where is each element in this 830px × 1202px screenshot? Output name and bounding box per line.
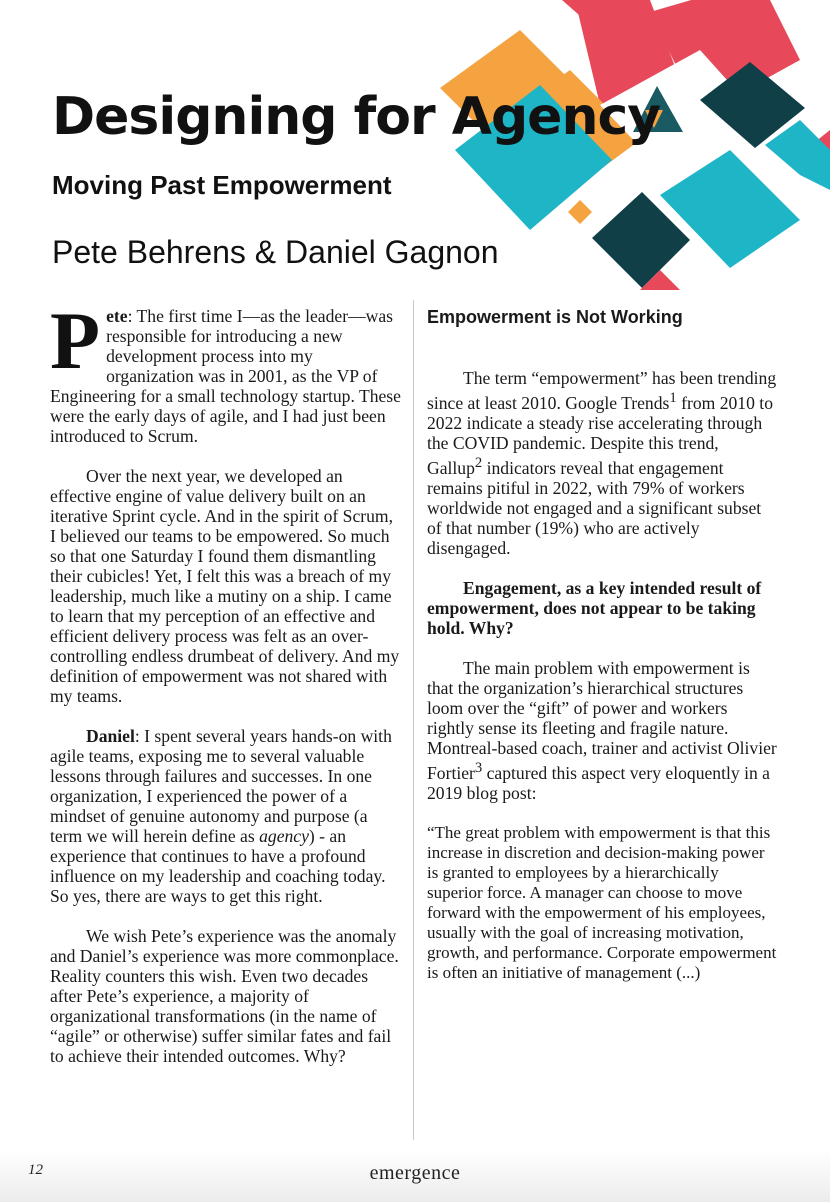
paragraph-text: The main problem with empowerment is that the organization’s hierarchical structures loom over the “gift” of power and workers rightly sense its fleeting and fragile nature. Montreal-based coach, trainer and activist Olivier Fortier xyxy=(427,657,777,783)
paragraph-text: The term “empowerment” has been trending since at least 2010. Google Trends xyxy=(427,368,777,413)
footnote-ref[interactable]: 3 xyxy=(474,759,483,776)
page-number: 12 xyxy=(28,1162,43,1178)
drop-cap: P xyxy=(50,295,101,386)
pull-question: Engagement, as a key intended result of empowerment, does not appear to be taking hold. Why? xyxy=(427,577,762,638)
right-column xyxy=(427,306,777,1003)
paragraph-text: captured this aspect very eloquently in a 2019 blog post: xyxy=(427,762,770,803)
paragraph-wish: We wish Pete’s experience was the anomaly and Daniel’s experience was more commonplace. Reality counters this wish. Even two decades after Pete’s experience, a majority of organizational transformations (in the name of “agile” or otherwise) suffer similar fates and fail to achieve their intended outcomes. Why? xyxy=(50,926,399,1066)
term-agency: agency xyxy=(259,826,309,846)
footnote-ref[interactable]: 1 xyxy=(669,390,677,406)
block-quote: “The great problem with empowerment is that this increase in discretion and decision-making power is granted to employees by a hierarchically superior force. A manager can choose to move forward with the empowerment of his employees, usually with the goal of increasing motivation, growth, and performance. Corporate empowerment is often an initiative of management (...) xyxy=(427,822,777,982)
section-heading: Empowerment is Not Working xyxy=(427,307,683,327)
paragraph-trending xyxy=(427,368,777,558)
paragraph-daniel xyxy=(50,726,402,906)
article-subtitle: Moving Past Empowerment xyxy=(52,170,392,200)
paragraph-main-problem xyxy=(427,658,777,803)
paragraph-text: : I spent several years hands-on with agile teams, exposing me to several valuable lessons through failures and successes. In one organization, I experienced the power of a mindset of genuine autonomy and purpose (a term we will herein define as xyxy=(50,726,392,846)
paragraph-next-year: Over the next year, we developed an effective engine of value delivery built on an iterative Sprint cycle. And in the spirit of Scrum, I believed our teams to be empowered. So much so that one Saturday I found them dismantling their cubicles! Yet, I felt this was a breach of my leadership, much like a mutiny on a ship. I came to learn that my perception of an effective and efficient delivery process was felt as an over-controlling endless drumbeat of delivery. And my definition of empowerment was not shared with my teams. xyxy=(50,466,400,706)
publication-brand: emergence xyxy=(369,1162,461,1184)
paragraph-text: : The first time I—as the leader—was responsible for introducing a new development process into my organization was in 2001, as the VP of Engineering for a small technology startup. These were the early days of agile, and I had just been introduced to Scrum. xyxy=(50,306,401,446)
paragraph-text: from 2010 to 2022 indicate a steady rise accelerating through the COVID pandemic. Despite this trend, Gallup xyxy=(427,392,773,478)
diamond-orange-small xyxy=(568,200,592,224)
column-divider xyxy=(413,300,414,1140)
paragraph-text: ) - an experience that continues to have a profound influence on my leadership and coaching today. So yes, there are ways to get this right. xyxy=(50,826,386,906)
article-title: Designing for Agency xyxy=(52,87,661,147)
footnote-ref[interactable]: 2 xyxy=(474,454,483,471)
speaker-pete: ete xyxy=(106,306,128,326)
article-authors: Pete Behrens & Daniel Gagnon xyxy=(52,234,499,270)
paragraph-pete xyxy=(50,295,402,446)
speaker-daniel: Daniel xyxy=(86,726,135,746)
paragraph-text: indicators reveal that engagement remains pitiful in 2022, with 79% of workers worldwide not engaged and a significant subset of that number (19%) who are actively disengaged. xyxy=(427,457,762,558)
left-column xyxy=(50,295,402,1086)
